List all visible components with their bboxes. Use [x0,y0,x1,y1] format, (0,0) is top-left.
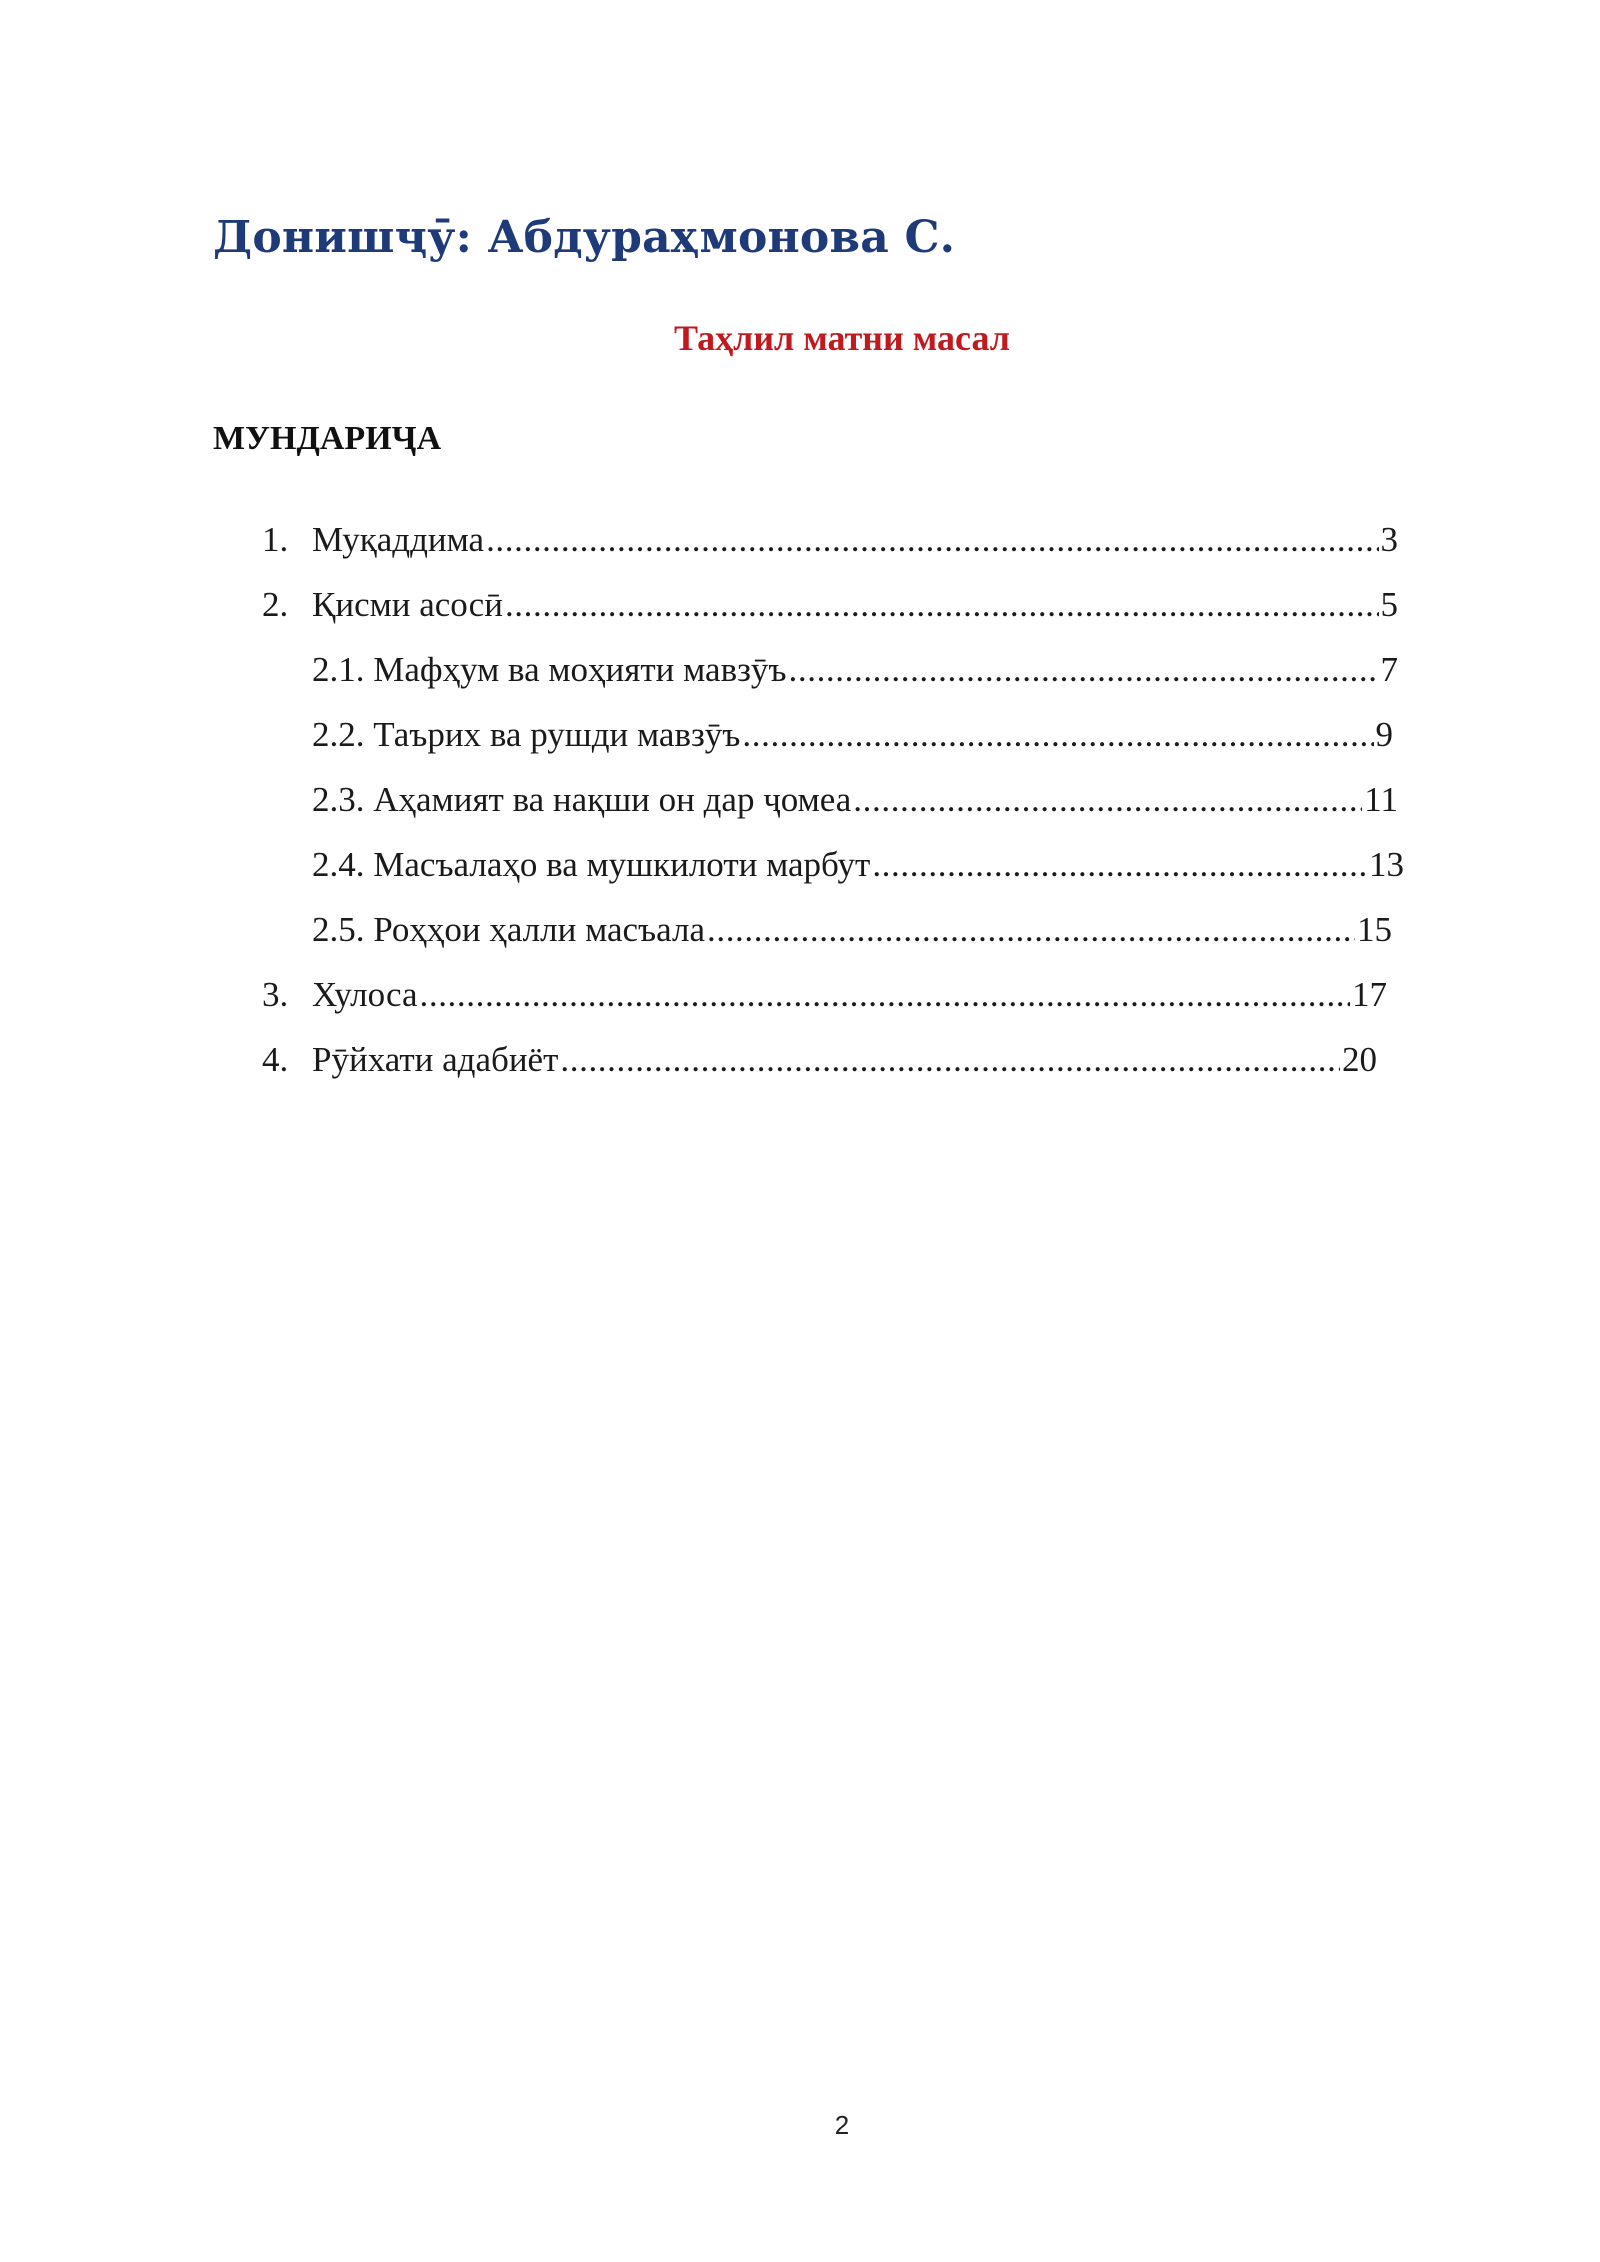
document-subtitle: Таҳлил матни масал [674,318,1010,358]
toc-entry-number: 3. [262,975,289,1014]
toc-entry[interactable] [312,845,1404,889]
toc-entry-page: 5 [1380,585,1398,624]
toc-dot-leader [505,585,1379,625]
toc-entry[interactable] [312,650,1398,694]
toc-entry-number: 4. [262,1040,289,1079]
toc-entry-title: 2.2. Таърих ва рушди мавзӯъ [312,715,741,754]
toc-entry-number: 2. [262,585,289,624]
toc-entry-number: 1. [262,520,289,559]
toc-dot-leader [742,715,1373,755]
page-number: 2 [834,2110,850,2140]
toc-dot-leader [560,1040,1340,1080]
toc-entry-title: 2.4. Масъалаҳо ва мушкилоти марбут [312,845,871,884]
toc-dot-leader [420,975,1351,1015]
toc-entry[interactable] [262,975,1387,1019]
toc-entry-title: Қисми асосӣ [312,585,503,624]
toc-entry-title: 2.1. Мафҳум ва моҳияти мавзӯъ [312,650,787,689]
toc-entry-title: Рӯйхати адабиёт [312,1040,559,1079]
toc-heading: МУНДАРИҶА [213,420,442,457]
toc-entry-title: Муқаддима [312,520,485,559]
toc-entry-page: 11 [1364,780,1398,819]
toc-entry[interactable] [312,715,1393,759]
toc-entry-page: 17 [1352,975,1387,1014]
toc-entry-title: 2.5. Роҳҳои ҳалли масъала [312,910,705,949]
toc-dot-leader [872,845,1367,885]
toc-entry-page: 3 [1380,520,1398,559]
toc-entry-title: Хулоса [312,975,418,1014]
toc-dot-leader [853,780,1362,820]
toc-entry[interactable] [312,780,1398,824]
toc-entry-page: 9 [1375,715,1393,754]
toc-dot-leader [707,910,1355,950]
toc-entry-title: 2.3. Аҳамият ва нақши он дар ҷомеа [312,780,852,819]
toc-entry-page: 7 [1380,650,1398,689]
toc-entry[interactable] [262,585,1398,629]
toc-entry-page: 13 [1369,845,1404,884]
toc-entry-page: 15 [1357,910,1392,949]
toc-entry[interactable] [262,1040,1377,1084]
toc-entry[interactable] [312,910,1392,954]
toc-dot-leader [789,650,1379,690]
toc-entry[interactable] [262,520,1398,564]
toc-entry-page: 20 [1342,1040,1377,1079]
student-name: Донишҷӯ: Абдураҳмонова С. [213,212,956,263]
toc-dot-leader [486,520,1378,560]
